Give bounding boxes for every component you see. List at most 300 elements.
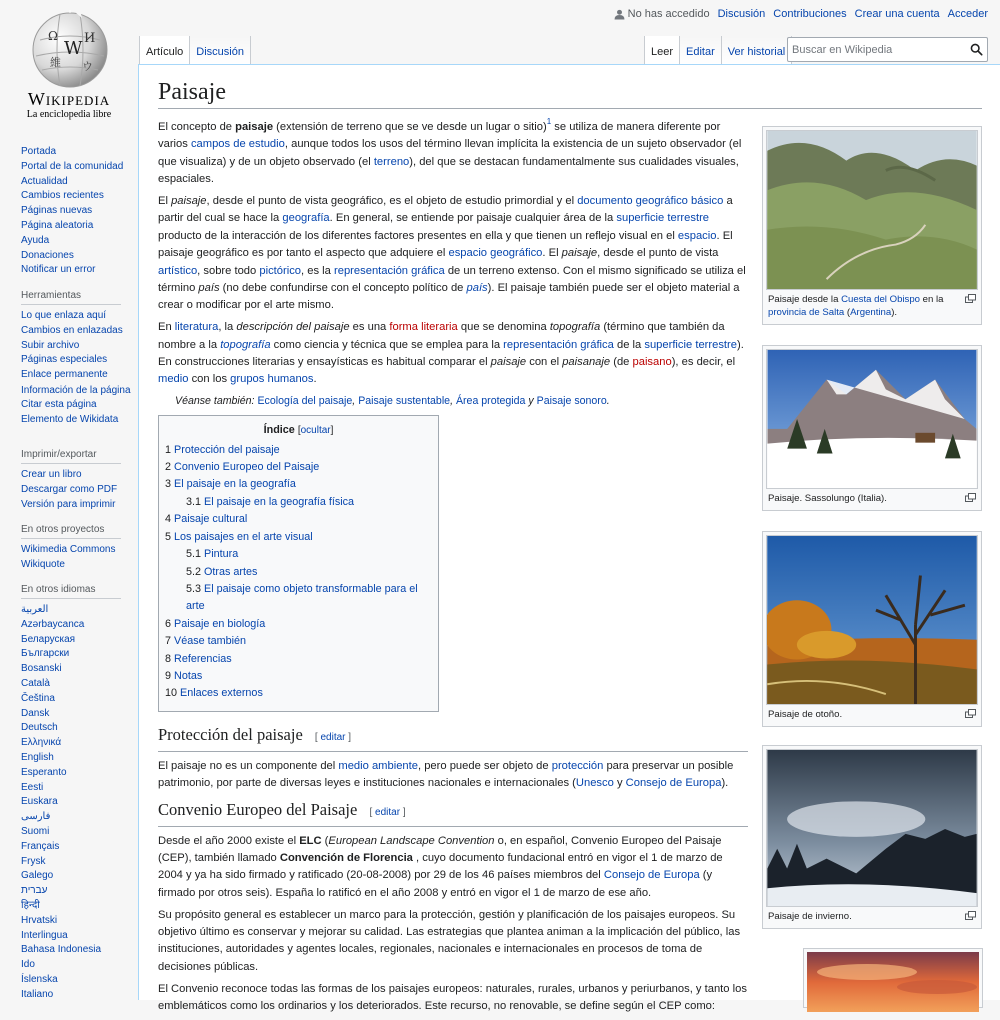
toc-item[interactable] [165,564,432,581]
sidebar-language-link[interactable]: Čeština [21,692,55,704]
globe-letter: 維 [50,56,61,69]
search-icon [970,43,983,56]
sidebar-tool-item [21,353,131,368]
text-run: país [198,282,220,295]
sidebar-language-item [21,884,121,899]
text-run: . En general, se entiende por paisaje cualquier área de la [329,212,617,225]
toc-item[interactable] [165,633,432,650]
tools-list [21,309,131,428]
text-run: ELC [299,834,322,847]
toc-item[interactable] [165,616,432,633]
search-input[interactable] [788,38,963,61]
hatnote-link[interactable]: Área protegida [455,395,526,408]
search-button[interactable] [970,43,983,61]
inline-link[interactable]: medio [158,373,189,386]
sidebar-language-link[interactable]: Беларуская [21,633,76,645]
sidebar-tool-link[interactable]: Subir archivo [21,339,80,351]
toc-number: 9 [165,669,172,682]
thumbnail [762,745,982,929]
intro-paragraph [158,319,748,389]
tab-history[interactable]: Ver historial [722,36,792,64]
sidebar-language-item [21,855,121,870]
toc-number: 5.1 [186,548,202,561]
inline-link[interactable]: superficie terrestre [644,338,737,351]
toc-item[interactable] [165,529,432,546]
sidebar-tool-link[interactable]: Lo que enlaza aquí [21,310,107,321]
enlarge-icon[interactable] [965,294,976,307]
sidebar-language-item [21,647,121,662]
toc-item[interactable] [165,459,432,476]
sidebar-language-item [21,943,121,958]
text-run: producto de la interacción de los diferentes factores presentes en ella y que tienen un reflejo visual en el [158,229,678,242]
caption-text [768,911,852,922]
toc-item[interactable] [165,546,432,563]
thumbnail-caption [766,290,978,321]
sidebar-print-item [21,498,121,513]
sidebar-language-item [21,751,121,766]
text-run: paisanaje [562,356,611,369]
sidebar-print-link[interactable]: Versión para imprimir [21,498,116,510]
sidebar-language-item [21,721,121,736]
toc-link[interactable]: Protección del paisaje [174,443,280,456]
text-run: ), del que se destacan fundamentalmente sus cualidades visuales, espaciales. [158,155,739,186]
toc-number: 5.2 [186,565,202,578]
sidebar-language-item [21,781,121,796]
toc-title: Índice [ocultar] [263,423,334,436]
navigation-list [21,145,123,278]
sidebar-nav-link[interactable]: Actualidad [21,175,68,187]
sidebar-nav-link[interactable]: Portal de la comunidad [21,160,124,172]
sidebar-language-link[interactable]: Català [21,677,50,689]
toc-link[interactable]: Convenio Europeo del Paisaje [174,461,320,474]
sidebar-language-link[interactable]: Italiano [21,988,54,1000]
text-run: , la [218,321,237,334]
text-run: ). El paisaje también puede ser el objeto material a crear o modificar por el arte mismo. [158,282,740,312]
snowy-mountain-image[interactable] [766,349,978,489]
toc-link[interactable]: El paisaje en la geografía física [204,495,355,508]
text-run: Paisaje de invierno. [768,911,852,922]
sidebar-print-item [21,468,121,483]
inline-link[interactable]: Unesco [575,777,614,790]
sidebar-language-item [21,929,121,944]
hatnote-link[interactable]: Paisaje sonoro [536,395,607,408]
toc-link[interactable]: Pintura [204,548,239,561]
toc-link[interactable]: Referencias [174,652,232,665]
section-paragraph [158,758,748,793]
toc-number: 5.3 [186,582,202,595]
text-run: Paisaje. Sassolungo (Italia). [768,493,887,504]
languages-heading: En otros idiomas [21,584,121,599]
edit-section-link[interactable]: editar [375,806,401,818]
login-link[interactable]: Acceder [947,8,988,20]
toc-number: 3 [165,478,172,491]
thumbnail-caption [766,907,978,925]
text-run: , aunque todos los usos del término llevan implícita la existencia de un sujeto observador (el que visualiza) y de un objeto observado (el [158,138,742,168]
sidebar-nav-link[interactable]: Notificar un error [21,264,96,276]
content-area [138,64,1000,1013]
text-run: Desde el año 2000 existe el [158,834,300,847]
sidebar-tool-link[interactable]: Citar esta página [21,398,97,410]
sidebar-language-link[interactable]: Eesti [21,781,44,793]
wordmark: Wikipedia [27,89,111,109]
toc-link[interactable]: Enlaces externos [180,687,263,700]
inline-link[interactable]: país [466,282,488,295]
puzzle-globe-icon [30,10,110,90]
inline-link[interactable]: geografía [282,212,330,225]
toc-item[interactable] [165,494,432,511]
text-run: topografía [549,321,601,334]
sidebar-nav-item [21,234,123,249]
text-run: Convención de Florencia [279,851,413,864]
inline-link[interactable]: Argentina [850,307,892,318]
text-run: El paisaje no es un componente del [158,759,339,772]
red-link[interactable]: forma literaria [389,321,458,334]
winter-landscape-image[interactable] [766,749,978,907]
sidebar-print-link[interactable]: Descargar como PDF [21,483,118,495]
sidebar-language-item [21,707,121,722]
sidebar-language-item [21,795,121,810]
sidebar-language-link[interactable]: Euskara [21,796,58,808]
toc-number: 5 [165,530,172,543]
text-run: ). [721,777,729,790]
text-run: El [158,195,172,208]
sidebar-language-item [21,692,121,707]
toc-number: 2 [165,461,172,474]
sidebar-language-link[interactable]: فارسی [21,811,51,823]
tagline: La enciclopedia libre [26,109,112,120]
sidebar-language-link[interactable]: Frysk [21,855,46,867]
sidebar-language-link[interactable]: Български [21,648,70,660]
table-of-contents [158,415,439,712]
sidebar-project-link[interactable]: Wikiquote [21,558,65,570]
sidebar-language-item [21,840,121,855]
text-run: paisaje [171,195,207,208]
thumbnail [762,126,982,325]
print-list [21,468,121,512]
thumbnail-caption [766,489,978,507]
sidebar-language-link[interactable]: Français [21,840,60,852]
text-run: para preservar un posible patrimonio, por parte de diversas leyes e instituciones nacionales e internacionales ( [158,759,734,790]
sidebar-print-item [21,483,121,498]
thumbnail-caption [766,705,978,723]
sidebar-language-item [21,899,121,914]
sidebar-tool-link[interactable]: Páginas especiales [21,354,108,366]
sidebar-language-link[interactable]: עברית [21,885,48,897]
toc-list [165,442,432,703]
toc-hide-link[interactable]: ocultar [300,424,331,436]
tab-article[interactable]: Artículo [139,36,190,64]
print-portal [21,449,121,512]
inline-link[interactable]: protección [551,759,604,772]
red-link[interactable]: paisano [632,356,672,369]
text-run: en la [920,294,944,305]
globe-letter: И [84,31,96,46]
toc-item[interactable] [165,651,432,668]
toc-link[interactable]: Notas [174,669,203,682]
hatnote-link[interactable]: Ecología del paisaje [257,395,353,408]
inline-link[interactable]: Cuesta del Obispo [841,294,921,305]
sidebar-language-item [21,662,121,677]
inline-link[interactable]: medio ambiente [338,759,418,772]
reference-link[interactable]: 1 [546,117,552,127]
sidebar-language-item [21,633,121,648]
navigation-portal [21,145,123,278]
enlarge-icon[interactable] [965,911,976,924]
text-run: El concepto de [158,121,236,133]
caption-text [768,709,842,720]
tools-portal [21,290,131,428]
inline-link[interactable]: terreno [373,155,410,168]
sidebar-language-link[interactable]: Ido [21,959,35,971]
tab-edit[interactable]: Editar [680,36,722,64]
caption-text [768,294,944,318]
text-run: , desde el punto de vista geográfico, es el objeto de estudio primordial y el [206,195,578,208]
sidebar-language-item [21,869,121,884]
text-run: ). En construcciones literarias y ensayísticas es habitual comparar el [158,338,744,369]
sidebar-language-item [21,958,121,973]
inline-link[interactable]: literatura [174,321,219,334]
sidebar-language-link[interactable]: Esperanto [21,766,67,778]
sunset-image[interactable] [807,952,979,1012]
sidebar-tool-link[interactable]: Enlace permanente [21,369,108,381]
sidebar-nav-item [21,219,123,234]
text-run: ( [844,307,851,318]
section-paragraph [158,907,748,977]
sidebar-print-link[interactable]: Crear un libro [21,469,82,480]
not-logged-label: No has accedido [627,8,710,20]
toc-item[interactable] [165,511,432,528]
sidebar-tool-item [21,324,131,339]
intro-paragraph [158,119,748,189]
toc-number: 6 [165,617,172,630]
inline-link[interactable]: Consejo de Europa [603,869,700,882]
text-run: con los [188,373,231,386]
mountain-valley-image[interactable] [766,130,978,290]
sidebar-language-link[interactable]: Interlingua [21,929,68,941]
inline-link[interactable]: espacio geográfico [448,247,543,260]
section-paragraph [158,981,748,1016]
inline-link[interactable]: pictórico [259,264,302,277]
sidebar-language-item [21,973,121,988]
text-run: paisaje [561,247,598,260]
text-run: , desde el punto de vista [597,247,719,260]
toc-item[interactable] [165,685,432,702]
toc-item[interactable] [165,668,432,685]
article-body [158,119,748,1020]
personal-tools [614,8,988,20]
print-heading: Imprimir/exportar [21,449,121,464]
sidebar-nav-item [21,160,123,175]
page-title: Paisaje [158,77,982,109]
text-run: es una [349,321,390,334]
inline-link[interactable]: representación gráfica [334,264,445,277]
sidebar-nav-link[interactable]: Donaciones [21,249,74,261]
namespace-tabs [139,36,251,64]
sidebar-language-link[interactable]: العربية [21,604,49,615]
toc-link[interactable]: Véase también [174,635,247,648]
sidebar-language-link[interactable]: Suomi [21,825,50,837]
sidebar-nav-item [21,189,123,204]
text-run: paisaje [490,356,527,369]
section-paragraph [158,833,748,903]
toc-number: 7 [165,635,172,648]
inline-link[interactable]: grupos humanos [230,373,314,386]
toc-link[interactable]: Paisaje en biología [174,617,266,630]
sidebar-language-item [21,825,121,840]
inline-link[interactable]: artístico [158,264,198,277]
inline-link[interactable]: Consejo de Europa [625,777,722,790]
sidebar-tool-item [21,339,131,354]
toc-link[interactable]: El paisaje como objeto transformable para el arte [186,582,418,613]
sidebar-tool-link[interactable]: Información de la página [21,384,131,396]
inline-link[interactable]: campos de estudio [190,138,285,151]
toc-item[interactable] [165,476,432,493]
globe-letter: W [64,38,83,59]
text-run: European Landscape Convention [328,834,495,847]
sidebar-language-link[interactable]: Azərbaycanca [21,618,85,630]
text-run: con el [526,356,563,369]
sidebar-project-item [21,558,121,573]
create-account-link[interactable]: Crear una cuenta [854,8,940,20]
text-run: ), es decir, el [671,356,736,369]
sidebar-language-link[interactable]: Deutsch [21,722,58,734]
sidebar-tool-item [21,398,131,413]
sidebar-language-item [21,736,121,751]
talk-link[interactable]: Discusión [717,8,766,20]
toc-link[interactable]: El paisaje en la geografía [174,478,296,491]
text-run: . El paisaje geográfico es por tanto el aspecto que adquiere el [158,229,733,260]
thumbnail [803,948,983,1008]
toc-link[interactable]: Otras artes [204,565,258,578]
inline-link[interactable]: representación gráfica [503,338,614,351]
reference [547,117,551,126]
sidebar-language-link[interactable]: Íslenska [21,973,58,985]
sidebar-tool-item [21,309,131,324]
text-run: En [158,321,175,334]
sidebar-language-item [21,810,121,825]
sidebar-nav-item [21,145,123,160]
languages-list [21,603,121,1003]
text-run: Su propósito general es establecer un marco para la protección, gestión y planificación de los paisajes europeos. Su objetivo último es conservar y mejorar su calidad. Las estrategias que plantea animan a la implicación del público, las instituciones, autoridades y agentes locales, regionales, nacionales e internacionales en procesos de toma de decisiones públicas. [158,908,741,973]
text-run: de la [613,338,645,351]
sidebar-tool-link[interactable]: Cambios en enlazadas [21,324,123,336]
text-run: El Convenio reconoce todas las formas de los paisajes europeos: naturales, rurales, urbanos y periurbanos, y tanto los emblemáticos como los ordinarios y los deteriorados. Este recurso, no renovable, se define según el CEP como: [158,982,747,1013]
sidebar-nav-item [21,204,123,219]
search-box [787,37,988,62]
text-run: de un terreno extenso. Con el mismo significado se utiliza el término [158,264,746,295]
text-run: o, en español, Convenio Europeo del Paisaje (CEP), también llamado [158,834,722,864]
intro-paragraph [158,193,748,315]
sidebar-nav-link[interactable]: Ayuda [21,234,50,246]
sidebar-nav-link[interactable]: Páginas nuevas [21,205,93,217]
sidebar-tool-item [21,385,131,396]
sidebar-language-item [21,603,121,618]
inline-link[interactable]: superficie terrestre [616,212,710,225]
inline-link[interactable]: documento geográfico básico [577,195,724,208]
toc-link[interactable]: Los paisajes en el arte visual [174,530,313,543]
sidebar-project-link[interactable]: Wikimedia Commons [21,544,116,555]
sidebar-language-link[interactable]: Bahasa Indonesia [21,944,102,956]
toc-number: 4 [165,513,172,526]
text-run: . El [542,247,562,260]
see-also-hatnote: Véanse también: Ecología del paisaje, Paisaje sustentable, Área protegida y Paisaje sonoro. [175,395,610,408]
projects-portal [21,524,121,573]
hatnote-label: Véanse también: [175,395,255,408]
text-run: se utiliza de manera diferente por varios [158,121,721,151]
sidebar-language-link[interactable]: Dansk [21,707,50,719]
sidebar-project-item [21,543,121,558]
text-run: descripción del paisaje [236,321,350,334]
text-run: paisaje [235,121,274,133]
inline-link[interactable]: espacio [677,229,717,242]
sidebar-language-item [21,766,121,781]
hatnote-link[interactable]: Paisaje sustentable [358,395,451,408]
sidebar-language-link[interactable]: Bosanski [21,663,62,675]
text-run: (extensión de terreno que se ve desde un lugar o sitio) [273,121,547,133]
sidebar-tool-link[interactable]: Elemento de Wikidata [21,413,119,425]
sidebar-tool-item [21,413,131,428]
toc-item[interactable] [165,442,432,459]
toc-item[interactable] [165,581,432,616]
sidebar-language-link[interactable]: Galego [21,870,54,882]
tab-discussion[interactable]: Discusión [190,36,251,64]
not-logged-in [614,8,710,20]
text-run: ( [321,834,329,847]
sidebar-language-link[interactable]: Hrvatski [21,914,58,926]
toc-number: 3.1 [186,495,202,508]
section-heading: Protección del paisaje [ editar ] [158,724,748,752]
sidebar-language-link[interactable]: हिन्दी [21,899,40,911]
sidebar-language-item [21,618,121,633]
languages-portal [21,584,121,1003]
text-run: (término que también da nombre a la [158,321,725,351]
text-run: , pero puede ser objeto de [417,759,552,772]
sidebar-nav-link[interactable]: Portada [21,146,57,157]
autumn-landscape-image[interactable] [766,535,978,705]
inline-link[interactable]: topografía [220,338,271,351]
text-run: a partir del cual se hace la [158,195,733,225]
toc-link[interactable]: Paisaje cultural [174,513,248,526]
wikipedia-logo[interactable] [0,0,138,125]
text-run: y [613,777,626,790]
enlarge-icon[interactable] [965,709,976,722]
sidebar-language-link[interactable]: English [21,751,54,763]
enlarge-icon[interactable] [965,493,976,506]
text-run: , cuyo documento fundacional entró en vigor el 1 de marzo de 2004 y ya ha sido firmado y ratificado (20-08-2008) por 29 de los 46 países miembros del [158,851,723,882]
globe-letter: ウ [82,60,93,73]
text-run: ). [891,307,898,318]
contributions-link[interactable]: Contribuciones [773,8,847,20]
thumbnail [762,531,982,727]
toc-number: 1 [165,443,172,456]
text-run: . [313,373,317,386]
inline-link[interactable]: provincia de Salta [768,307,845,318]
text-run: , sobre todo [197,264,260,277]
tab-read[interactable]: Leer [644,36,680,64]
text-run: , es la [301,264,335,277]
sidebar-nav-link[interactable]: Cambios recientes [21,190,104,202]
sidebar-tool-item [21,368,131,383]
sidebar-nav-link[interactable]: Página aleatoria [21,219,94,231]
sidebar-language-item [21,914,121,929]
caption-text [768,493,887,504]
globe-letter: Ω [48,29,58,43]
text-run: (no debe confundirse con el concepto político de [219,282,467,295]
edit-section-link[interactable]: editar [320,731,346,743]
sidebar-nav-item [21,175,123,190]
sidebar-language-link[interactable]: Ελληνικά [21,737,62,749]
sidebar-nav-item [21,249,123,264]
